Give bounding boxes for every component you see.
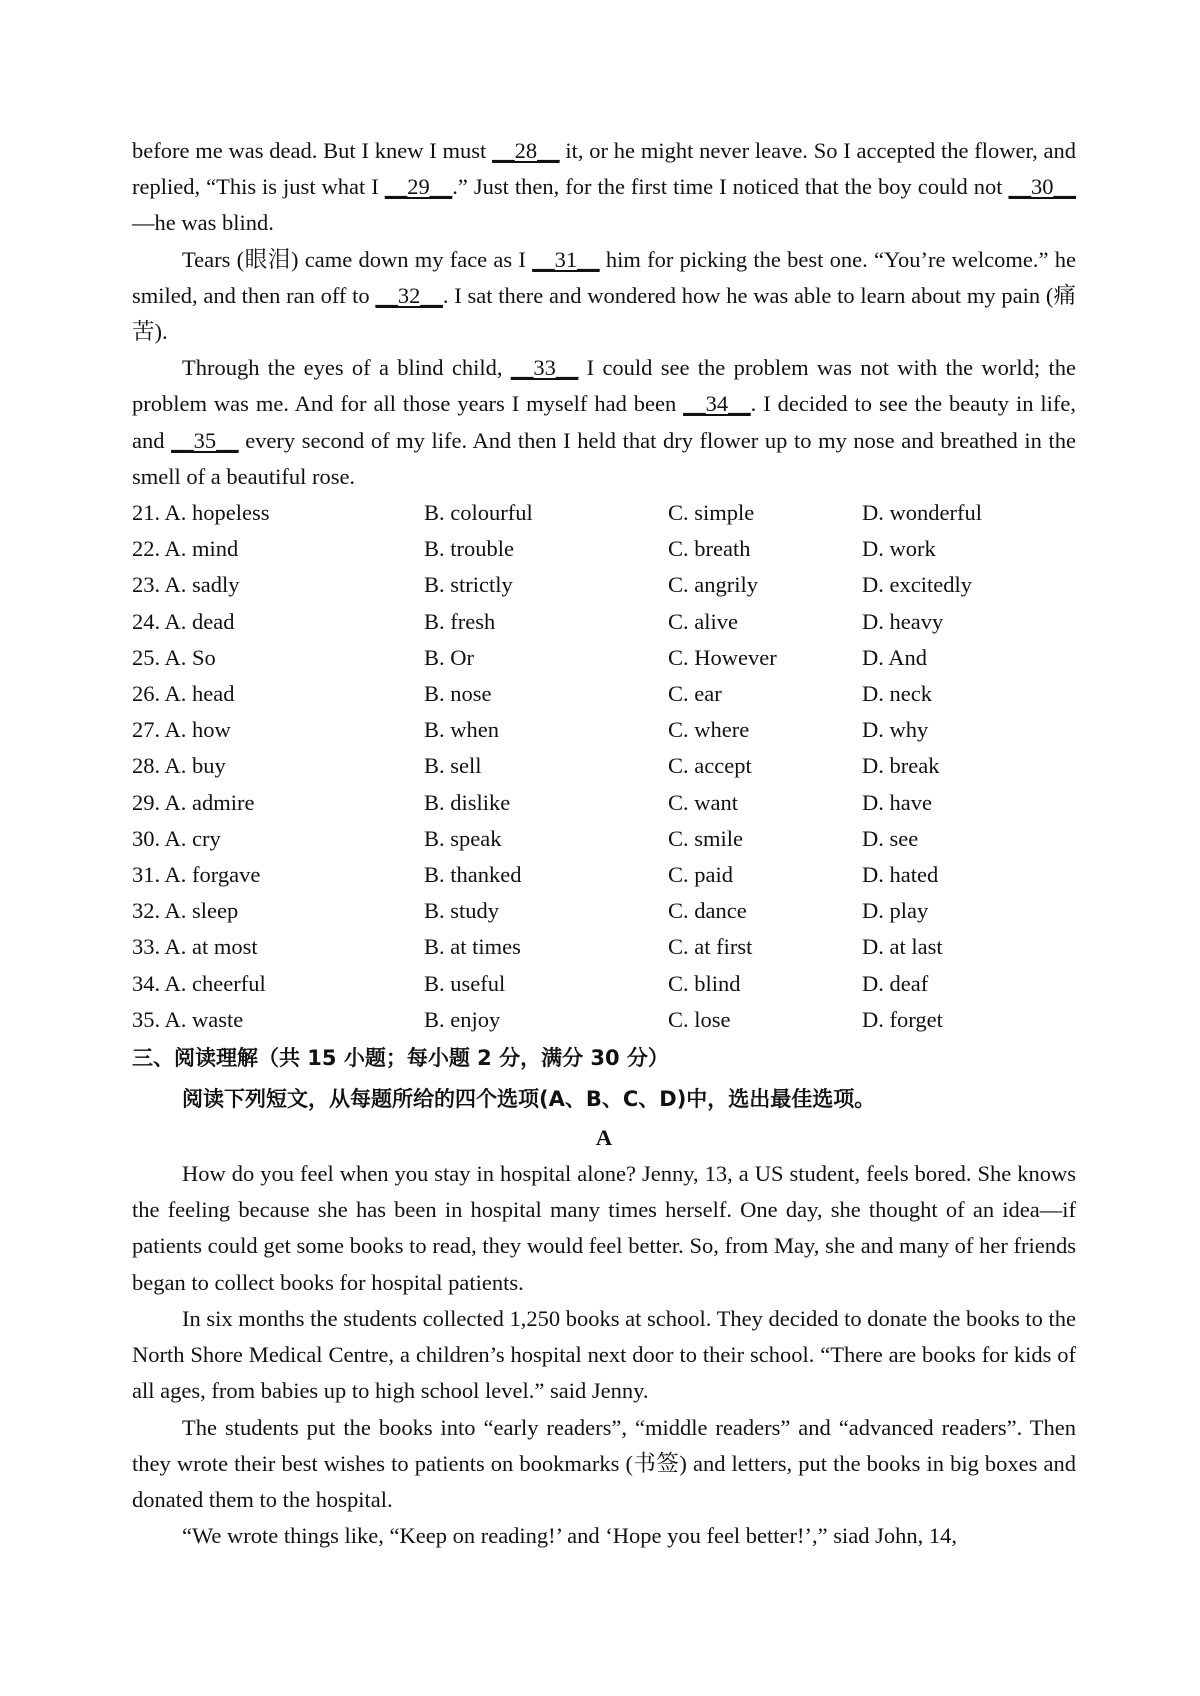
- cloze-paragraph-3: [132, 350, 1076, 495]
- question-row: [132, 1002, 1076, 1038]
- option-a: 25. A. So: [132, 644, 216, 670]
- option-d: D. deaf: [862, 970, 929, 996]
- cloze-paragraph-1: [132, 133, 1076, 242]
- cloze-text: . I sat there and wondered how he was able to learn about my pain (痛苦).: [132, 282, 1076, 345]
- option-c: C. However: [668, 644, 777, 670]
- option-a: 26. A. head: [132, 681, 235, 707]
- option-a: 31. A. forgave: [132, 862, 261, 888]
- option-b: B. fresh: [424, 608, 496, 634]
- cloze-paragraph-2: [132, 242, 1076, 351]
- option-d: D. And: [862, 644, 928, 670]
- option-a: 22. A. mind: [132, 536, 239, 562]
- option-a: 21. A. hopeless: [132, 500, 270, 526]
- blank-31: __31__: [532, 246, 600, 272]
- options-table: [132, 495, 1076, 1038]
- option-a: 34. A. cheerful: [132, 970, 266, 996]
- option-c: C. accept: [668, 753, 752, 779]
- blank-29: __29__: [384, 174, 453, 200]
- option-b: B. when: [424, 717, 499, 743]
- option-d: D. at last: [862, 934, 943, 960]
- option-b: B. dislike: [424, 789, 511, 815]
- blank-33: __33__: [510, 355, 579, 381]
- question-row: [132, 748, 1076, 784]
- question-row: [132, 495, 1076, 531]
- option-c: C. simple: [668, 500, 755, 526]
- question-row: [132, 785, 1076, 821]
- option-c: C. ear: [668, 681, 722, 707]
- section-heading: 三、阅读理解（共 15 小题；每小题 2 分，满分 30 分）: [132, 1046, 669, 1071]
- option-d: D. excitedly: [862, 572, 972, 598]
- cloze-text: .” Just then, for the first time I noticed that the boy could not: [452, 174, 1009, 200]
- option-b: B. colourful: [424, 500, 533, 526]
- option-b: B. nose: [424, 681, 492, 707]
- reading-paragraph: How do you feel when you stay in hospital alone? Jenny, 13, a US student, feels bored. She knows the feeling because she has been in hospital many times herself. One day, she thought of an idea—if patients could get some books to read, they would feel better. So, from May, she and many of her friends began to collect books for hospital patients.: [132, 1161, 1076, 1295]
- option-a: 27. A. how: [132, 717, 231, 743]
- option-b: B. Or: [424, 644, 474, 670]
- option-d: D. heavy: [862, 608, 944, 634]
- option-c: C. alive: [668, 608, 738, 634]
- cloze-text: —he was blind.: [132, 210, 274, 236]
- option-d: D. why: [862, 717, 929, 743]
- option-a: 30. A. cry: [132, 825, 221, 851]
- option-d: D. neck: [862, 681, 932, 707]
- option-a: 23. A. sadly: [132, 572, 240, 598]
- question-row: [132, 604, 1076, 640]
- cloze-text: it, or he might never leave. So I accepted the flower, and replied, “This is just what I: [132, 138, 1076, 200]
- option-c: C. breath: [668, 536, 751, 562]
- option-a: 35. A. waste: [132, 1006, 244, 1032]
- exam-page: [132, 133, 1076, 1554]
- reading-paragraph: “We wrote things like, “Keep on reading!’ and ‘Hope you feel better!’,” siad John, 14,: [182, 1523, 957, 1549]
- cloze-text: before me was dead. But I knew I must: [132, 138, 493, 163]
- reading-paragraph: In six months the students collected 1,250 books at school. They decided to donate the books to the North Shore Medical Centre, a children’s hospital next door to their school. “There are books for kids of all ages, from babies up to high school level.” said Jenny.: [132, 1305, 1076, 1404]
- option-c: C. angrily: [668, 572, 758, 598]
- passage-title: A: [595, 1125, 613, 1151]
- option-a: 28. A. buy: [132, 753, 226, 779]
- blank-35: __35__: [171, 427, 239, 453]
- option-d: D. have: [862, 789, 932, 815]
- cloze-text: Through the eyes of a blind child,: [182, 355, 511, 381]
- option-b: B. strictly: [424, 572, 513, 598]
- option-b: B. study: [424, 898, 500, 924]
- cloze-text: . I decided to see the beauty in life, and: [132, 391, 1076, 453]
- question-row: [132, 821, 1076, 857]
- question-row: [132, 929, 1076, 965]
- cloze-text: him for picking the best one. “You’re welcome.” he smiled, and then ran off to: [132, 246, 1076, 308]
- question-row: [132, 640, 1076, 676]
- option-a: 24. A. dead: [132, 608, 235, 634]
- question-row: [132, 966, 1076, 1002]
- option-b: B. thanked: [424, 862, 522, 888]
- option-b: B. useful: [424, 970, 506, 996]
- blank-34: __34__: [683, 391, 751, 417]
- option-b: B. at times: [424, 934, 521, 960]
- option-b: B. speak: [424, 825, 502, 851]
- option-c: C. blind: [668, 970, 741, 996]
- option-b: B. sell: [424, 753, 482, 779]
- option-d: D. see: [862, 825, 919, 851]
- option-c: C. where: [668, 717, 750, 743]
- option-a: 33. A. at most: [132, 934, 258, 960]
- option-c: C. lose: [668, 1006, 731, 1032]
- option-c: C. at first: [668, 934, 753, 960]
- question-row: [132, 567, 1076, 603]
- reading-paragraph: The students put the books into “early readers”, “middle readers” and “advanced readers”. Then they wrote their best wishes to patients on bookmarks (书签) and letters, put the books in big boxes and donated them to the hospital.: [132, 1414, 1076, 1512]
- question-row: [132, 857, 1076, 893]
- question-row: [132, 676, 1076, 712]
- option-c: C. dance: [668, 898, 747, 924]
- option-d: D. play: [862, 898, 929, 924]
- option-b: B. enjoy: [424, 1006, 501, 1032]
- section-instruction: 阅读下列短文，从每题所给的四个选项(A、B、C、D)中，选出最佳选项。: [182, 1087, 876, 1112]
- cloze-text: Tears (眼泪) came down my face as I: [182, 246, 533, 272]
- option-d: D. wonderful: [862, 500, 982, 526]
- cloze-text: every second of my life. And then I held that dry flower up to my nose and breathed in the smell of a beautiful rose.: [132, 427, 1076, 489]
- option-d: D. break: [862, 753, 940, 779]
- option-c: C. want: [668, 789, 738, 815]
- option-a: 29. A. admire: [132, 789, 255, 815]
- option-a: 32. A. sleep: [132, 898, 239, 924]
- question-row: [132, 531, 1076, 567]
- option-d: D. hated: [862, 862, 939, 888]
- option-c: C. smile: [668, 825, 744, 851]
- option-d: D. work: [862, 536, 936, 562]
- option-b: B. trouble: [424, 536, 514, 562]
- cloze-text: I could see the problem was not with the world; the problem was me. And for all those years I myself had been: [132, 355, 1076, 417]
- question-row: [132, 712, 1076, 748]
- blank-30: __30__: [1008, 174, 1076, 200]
- blank-28: __28__: [492, 138, 560, 163]
- option-c: C. paid: [668, 862, 733, 888]
- question-row: [132, 893, 1076, 929]
- blank-32: __32__: [375, 282, 443, 308]
- option-d: D. forget: [862, 1006, 943, 1032]
